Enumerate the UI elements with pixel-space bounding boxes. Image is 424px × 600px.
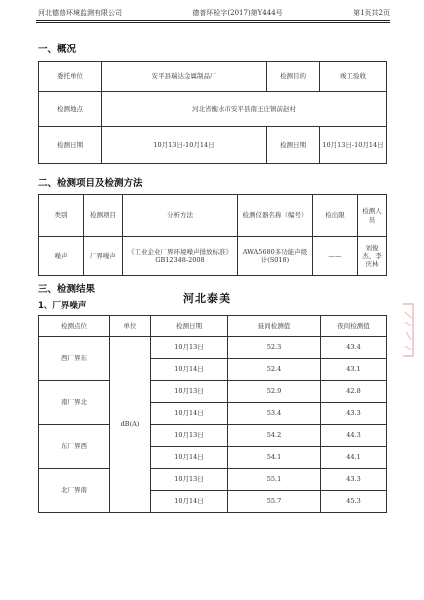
date-cell: 10月13日 [151,381,228,403]
header-rule [36,20,390,23]
unit-cell: dB(A) [110,337,151,513]
overview-table [38,61,387,164]
purpose-value: 竣工验收 [320,62,387,92]
methods-header-category: 类别 [39,195,84,237]
day-cell: 54.1 [228,447,321,469]
purpose-label: 检测目的 [267,62,320,92]
seam-seal-icon [399,300,417,360]
methods-limit: —— [313,237,358,276]
section-overview-title: 一、概况 [38,44,77,55]
results-header-day: 昼间检测值 [228,316,321,337]
point-cell: 西厂界东 [39,337,110,381]
methods-item: 厂界噪声 [84,237,123,276]
night-cell: 44.1 [321,447,387,469]
date-cell: 10月14日 [151,403,228,425]
night-cell: 45.3 [321,491,387,513]
point-cell: 东厂界西 [39,425,110,469]
results-header-unit: 单位 [110,316,151,337]
table-row [39,337,387,359]
point-cell: 南厂界北 [39,381,110,425]
results-header-date: 检测日期 [151,316,228,337]
address-value: 河北省衡水市安平县南王庄镇前赵村 [102,92,387,127]
client-value: 安平县瑞达金属制品厂 [102,62,267,92]
header-page: 第1页共2页 [353,8,390,17]
methods-staff: 刘俊杰、李庆林 [358,237,387,276]
date-value: 10月13日-10月14日 [102,127,267,164]
report-date-label: 检测日期 [267,127,320,164]
date-cell: 10月13日 [151,337,228,359]
methods-header-method: 分析方法 [123,195,238,237]
day-cell: 52.3 [228,337,321,359]
night-cell: 43.3 [321,403,387,425]
methods-table [38,194,387,276]
date-cell: 10月14日 [151,491,228,513]
night-cell: 43.4 [321,337,387,359]
methods-category: 噪声 [39,237,84,276]
night-cell: 42.8 [321,381,387,403]
date-cell: 10月14日 [151,359,228,381]
day-cell: 53.4 [228,403,321,425]
table-row [39,381,387,403]
methods-header-item: 检测项目 [84,195,123,237]
methods-header-staff: 检测人员 [358,195,387,237]
date-label: 检测日期 [39,127,102,164]
section-results-title: 三、检测结果 [38,284,96,295]
page-header [38,6,390,19]
methods-instrument: AWA5680多功能声级计(S018) [238,237,313,276]
day-cell: 55.7 [228,491,321,513]
methods-method: 《工业企业厂界环境噪声排放标准》GB12348-2008 [123,237,238,276]
results-header-night: 夜间检测值 [321,316,387,337]
header-company: 河北德普环境监测有限公司 [38,8,122,17]
section-methods-title: 二、检测项目及检测方法 [38,178,143,189]
table-row [39,425,387,447]
client-label: 委托单位 [39,62,102,92]
methods-header-instrument: 检测仪器名称（编号） [238,195,313,237]
point-cell: 北厂界南 [39,469,110,513]
company-stamp: 河北泰美 [183,292,231,305]
address-label: 检测地点 [39,92,102,127]
date-cell: 10月14日 [151,447,228,469]
night-cell: 43.3 [321,469,387,491]
methods-header-limit: 检出限 [313,195,358,237]
results-header-point: 检测点位 [39,316,110,337]
day-cell: 54.2 [228,425,321,447]
day-cell: 55.1 [228,469,321,491]
night-cell: 43.1 [321,359,387,381]
date-cell: 10月13日 [151,425,228,447]
header-report-no: 德普环检字(2017)第Y444号 [192,8,283,17]
date-cell: 10月13日 [151,469,228,491]
day-cell: 52.4 [228,359,321,381]
day-cell: 52.9 [228,381,321,403]
table-row [39,469,387,491]
report-date-value: 10月13日-10月14日 [320,127,387,164]
night-cell: 44.3 [321,425,387,447]
subsection-noise-title: 1、厂界噪声 [38,301,87,311]
results-table [38,315,387,513]
